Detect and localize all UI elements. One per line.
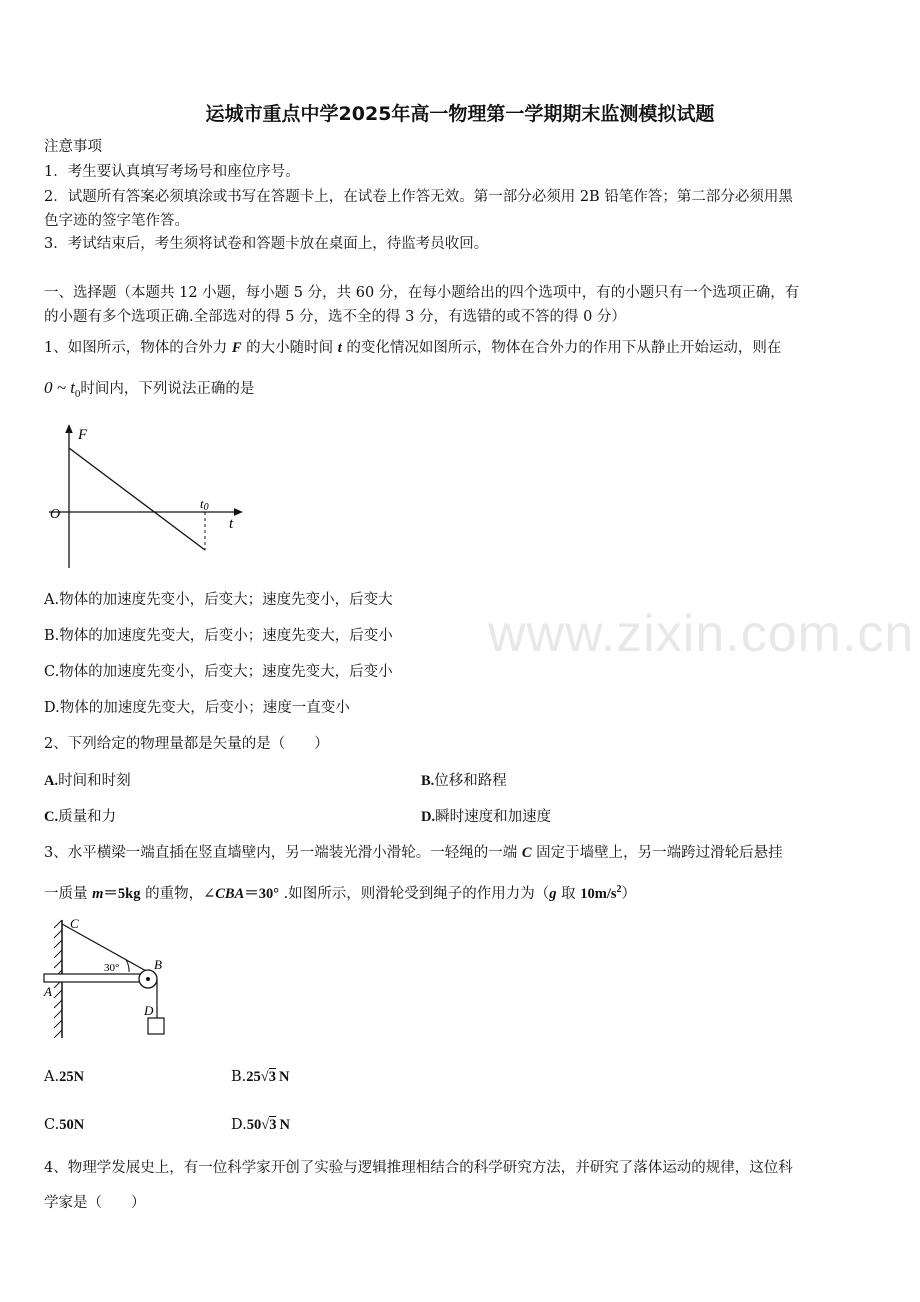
q1-option-d[interactable]: D.物体的加速度先变大，后变小；速度一直变小	[44, 700, 350, 716]
q3-option-a[interactable]: A.25N	[44, 1069, 85, 1085]
q2-option-b[interactable]: B.位移和路程	[421, 773, 507, 789]
note-item: 色字迹的签字笔作答。	[44, 213, 189, 229]
q3-option-b[interactable]: B.25√3 N	[231, 1069, 290, 1085]
x-axis-label: t	[229, 516, 234, 532]
q2-option-a[interactable]: A.时间和时刻	[44, 773, 131, 789]
force-line	[69, 448, 205, 550]
q1-option-b[interactable]: B.物体的加速度先变大，后变小；速度先变大，后变小	[44, 628, 393, 644]
angle-label: 30°	[104, 962, 120, 974]
note-item: 3．考试结束后，考生须将试卷和答题卡放在桌面上，待监考员收回。	[44, 236, 489, 252]
note-item: 2．试题所有答案必须填涂或书写在答题卡上，在试卷上作答无效。第一部分必须用 2B 铅笔作答；第二部分必须用黑	[44, 189, 793, 205]
q3-stem: 3、水平横梁一端直插在竖直墙壁内，另一端装光滑小滑轮。一轻绳的一端 C 固定于墙壁上，另一端跨过滑轮后悬挂	[44, 845, 783, 861]
beam	[44, 974, 144, 982]
q1-stem: 1、如图所示，物体的合外力 F 的大小随时间 t 的变化情况如图所示，物体在合外力的作用下从静止开始运动，则在	[44, 340, 782, 356]
label-d: D	[144, 1003, 154, 1018]
y-axis-label: F	[78, 427, 88, 443]
q3-option-d[interactable]: D.50√3 N	[231, 1117, 290, 1133]
q1-force-time-graph	[44, 420, 254, 575]
q1-option-a[interactable]: A.物体的加速度先变小，后变大；速度先变小，后变大	[44, 592, 393, 608]
q4-stem: 4、物理学发展史上，有一位科学家开创了实验与逻辑推理相结合的科学研究方法，并研究了落体运动的规律，这位科	[44, 1160, 793, 1176]
label-c: C	[70, 916, 79, 931]
watermark: www.zixin.com.cn	[488, 605, 915, 663]
q1-option-c[interactable]: C.物体的加速度先变小，后变大；速度先变大，后变小	[44, 664, 393, 680]
section-heading: 一、选择题（本题共 12 小题，每小题 5 分，共 60 分，在每小题给出的四个选项中，有的小题只有一个选项正确，有	[44, 285, 800, 301]
q3-option-c[interactable]: C.50N	[44, 1117, 85, 1133]
q2-option-c[interactable]: C.质量和力	[44, 809, 117, 825]
label-a: A	[44, 984, 52, 999]
pulley-axle	[146, 977, 150, 981]
note-item: 1．考生要认真填写考场号和座位序号。	[44, 164, 300, 180]
section-heading-cont: 的小题有多个选项正确.全部选对的得 5 分，选不全的得 3 分，有选错的或不答的得 0 分）	[44, 309, 626, 325]
q1-stem-cont: 0 ~ $t_0$时间内，下列说法正确的是	[44, 378, 255, 400]
q4-stem-cont: 学家是（ ）	[44, 1195, 146, 1211]
q3-pulley-figure	[40, 912, 180, 1042]
q2-stem: 2、下列给定的物理量都是矢量的是（ ）	[44, 736, 329, 752]
t0-label: t0	[200, 496, 209, 513]
notes-heading: 注意事项	[44, 139, 102, 155]
q2-option-d[interactable]: D.瞬时速度和加速度	[421, 809, 552, 825]
label-b: B	[154, 957, 162, 972]
page-title: 运城市重点中学2025年高一物理第一学期期末监测模拟试题	[205, 103, 715, 125]
origin-label: O	[50, 507, 61, 522]
weight-block	[148, 1018, 164, 1034]
q3-stem-cont: 一质量 m＝5kg 的重物，∠CBA＝30° .如图所示，则滑轮受到绳子的作用力为（g 取 $10m/s^2$）	[44, 884, 636, 902]
